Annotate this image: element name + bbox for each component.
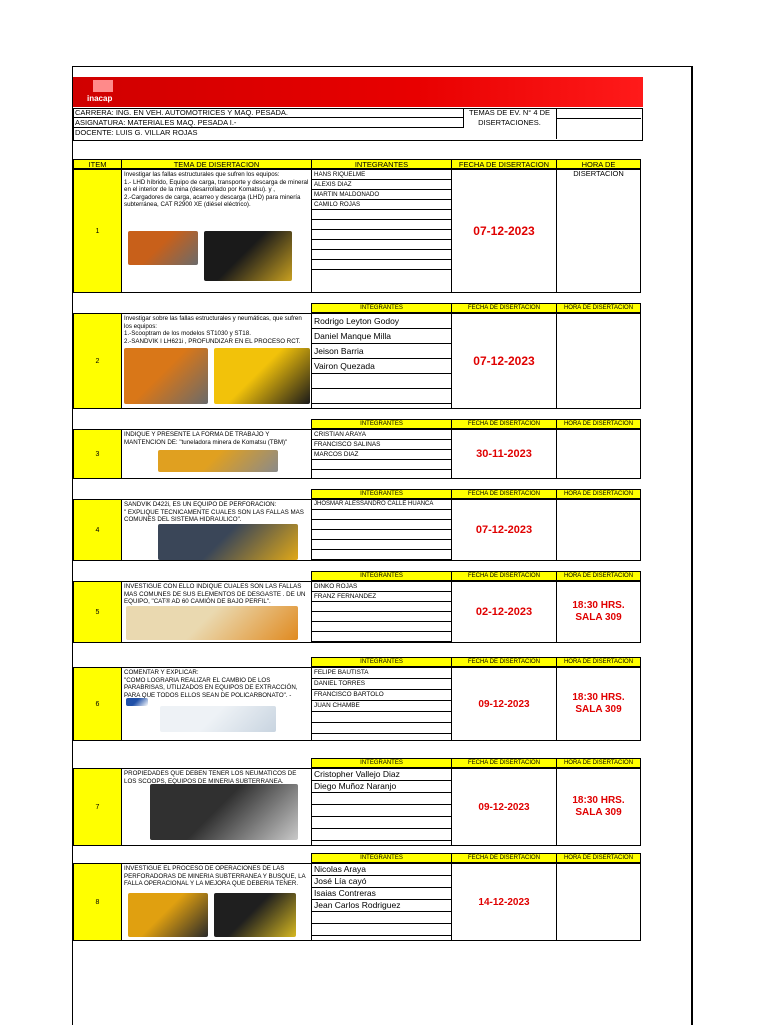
topic-line: INVESTIGUE CON ELLO INDIQUE CUALES SON LAS FALLAS MAS COMUNES DE SUS ELEMENTOS DE DESGASTE . DE UN EQUIPO, "CAT® AD 60 CAMIÓN DE BAJO PERFIL". [124, 583, 306, 605]
sub-header-fecha: FECHA DE DISERTACION [451, 571, 557, 581]
empty-member-row [312, 510, 451, 520]
empty-member-row [312, 912, 451, 924]
members-column [311, 429, 452, 479]
sub-header-integrantes: INTEGRANTES [311, 303, 452, 313]
sub-header-integrantes: INTEGRANTES [311, 419, 452, 429]
equipment-photo [124, 348, 208, 404]
topic-line: " EXPLIQUE TECNICAMENTE CUALES SON LAS FALLAS MAS COMUNES DEL SISTEMA HIDRAULICO". [124, 508, 304, 523]
presentation-hour [556, 667, 641, 741]
header-right-rowline [556, 118, 641, 119]
member-name: Cristopher Vallejo Diaz [312, 769, 451, 781]
sub-header-integrantes: INTEGRANTES [311, 657, 452, 667]
equipment-photo [158, 450, 278, 472]
sub-header-integrantes: INTEGRANTES [311, 489, 452, 499]
hour-text: 18:30 HRS. SALA 309 [572, 600, 625, 623]
members-column [311, 169, 452, 293]
member-name: Jean Carlos Rodriguez [312, 900, 451, 912]
topic-line: 1.- LHD híbrido, Equipo de carga, transporte y descarga de mineral en el interior de la mina (desarrollado por Komatsu). y , [124, 178, 309, 193]
topic-line: COMENTAR Y EXPLICAR: [124, 669, 199, 676]
empty-member-row [312, 602, 451, 612]
presentation-date: 09-12-2023 [451, 667, 557, 741]
member-name: FRANZ FERNANDEZ [312, 592, 451, 602]
member-name: FELIPE BAUTISTA [312, 668, 451, 679]
temas-label [463, 108, 556, 128]
members-column [311, 667, 452, 741]
empty-member-row [312, 817, 451, 829]
header-banner [73, 77, 643, 107]
member-name: MARCOS DIAZ [312, 450, 451, 460]
topic-line: SANDVIK D422i, ES UN EQUIPO DE PERFORACION: [124, 501, 277, 508]
empty-member-row [312, 829, 451, 841]
col-header-item: ITEM [73, 159, 122, 169]
empty-member-row [312, 250, 451, 260]
member-name: HANS RIQUELME [312, 170, 451, 180]
sub-header-fecha: FECHA DE DISERTACION [451, 758, 557, 768]
sub-header-hora: HORA DE DISERTACION [556, 419, 641, 429]
members-column [311, 768, 452, 846]
topic-line: Investigar sobre las fallas estructurales y neumáticas, que sufren los equipos: [124, 315, 302, 330]
temas-line-1: TEMAS DE EV. N° 4 DE [468, 108, 551, 117]
members-column [311, 313, 452, 409]
empty-member-row [312, 389, 451, 404]
item-number: 1 [73, 169, 122, 293]
empty-member-row [312, 712, 451, 723]
hour-text: 18:30 HRS. SALA 309 [572, 692, 625, 715]
presentation-date: 07-12-2023 [451, 169, 557, 293]
presentation-date: 07-12-2023 [451, 499, 557, 561]
member-name: ALEXIS DIAZ [312, 180, 451, 190]
presentation-hour [556, 768, 641, 846]
empty-member-row [312, 220, 451, 230]
equipment-photo [128, 231, 198, 265]
sub-header-hora: HORA DE DISERTACION [556, 853, 641, 863]
members-column [311, 863, 452, 941]
sub-header-fecha: FECHA DE DISERTACION [451, 303, 557, 313]
equipment-photo [160, 706, 276, 732]
topic-line: 2.-SANDVIK I LH621i , PROFUNDIZAR EN EL PROCESO RCT. [124, 337, 301, 345]
equipment-photo [214, 348, 310, 404]
empty-member-row [312, 530, 451, 540]
sub-header-hora: HORA DE DISERTACION [556, 571, 641, 581]
sub-header-hora: HORA DE DISERTACION [556, 489, 641, 499]
item-number: 6 [73, 667, 122, 741]
presentation-hour [556, 499, 641, 561]
member-name: Vairon Quezada [312, 359, 451, 374]
item-number: 8 [73, 863, 122, 941]
temas-line-2: DISERTACIONES. [478, 118, 541, 127]
item-number: 7 [73, 768, 122, 846]
member-name: Nicolas Araya [312, 864, 451, 876]
empty-member-row [312, 612, 451, 622]
hour-text: 18:30 HRS. SALA 309 [572, 795, 625, 818]
col-header-tema: TEMA DE DISERTACION [121, 159, 312, 169]
logo-text: inacap [87, 94, 113, 103]
empty-member-row [312, 210, 451, 220]
topic-line: INVESTIGUE EL PROCESO DE OPERACIONES DE LAS PERFORADORAS DE MINERIA SUBTERRANEA Y BUSQUE, LA FALLA OPERACIONAL Y LA MEJORA QUE DEBERIA TENER. [124, 865, 306, 887]
item-number: 3 [73, 429, 122, 479]
sub-header-hora: HORA DE DISERTACION [556, 657, 641, 667]
presentation-date: 30-11-2023 [451, 429, 557, 479]
presentation-hour [556, 863, 641, 941]
empty-member-row [312, 230, 451, 240]
presentation-hour [556, 169, 641, 293]
sub-header-fecha: FECHA DE DISERTACION [451, 419, 557, 429]
empty-member-row [312, 793, 451, 805]
sub-header-hora: HORA DE DISERTACION [556, 303, 641, 313]
member-name: CRISTIAN ARAYA [312, 430, 451, 440]
topic-line: Investigar las fallas estructurales que sufren los equipos: [124, 171, 280, 178]
empty-member-row [312, 550, 451, 560]
sub-header-fecha: FECHA DE DISERTACION [451, 853, 557, 863]
member-name: José Lía cayó [312, 876, 451, 888]
member-name: Isaias Contreras [312, 888, 451, 900]
member-name: FRANCISCO BARTOLO [312, 690, 451, 701]
empty-member-row [312, 924, 451, 936]
member-name: Rodrigo Leyton Godoy [312, 314, 451, 329]
carrera-label: CARRERA: ING. EN VEH. AUTOMOTRICES Y MAQ. PESADA. [73, 108, 463, 118]
member-name: Jeison Barria [312, 344, 451, 359]
sub-header-integrantes: INTEGRANTES [311, 571, 452, 581]
equipment-photo [204, 231, 292, 281]
topic-line: "COMO LOGRARIA REALIZAR EL CAMBIO DE LOS PARABRISAS, UTILIZADOS EN EQUIPOS DE EXTRACCIÓN, PARA QUE TODOS ELLOS SEAN DE POLICARBONATO". - [124, 676, 298, 699]
members-column [311, 581, 452, 643]
sub-header-fecha: FECHA DE DISERTACION [451, 489, 557, 499]
docente-label: DOCENTE: LUIS G. VILLAR ROJAS [75, 128, 198, 137]
member-name: JHOSMAR ALESSANDRO CALLE HUANCA [312, 500, 451, 510]
empty-member-row [312, 723, 451, 734]
topic-line: PROPIEDADES QUE DEBEN TENER LOS NEUMATICOS DE LOS SCOOPS, EQUIPOS DE MINERIA SUBTERRANEA. [124, 770, 297, 785]
member-name: DANIEL TORRES [312, 679, 451, 690]
topic-line: 2.-Cargadores de carga, acarreo y descarga (LHD) para minería subterránea, CAT R2900 XE (diésel eléctrico). [124, 193, 301, 208]
item-number: 2 [73, 313, 122, 409]
empty-member-row [312, 240, 451, 250]
presentation-date: 14-12-2023 [451, 863, 557, 941]
member-name: JUAN CHAMBE [312, 701, 451, 712]
member-name: MARTIN MALDONADO [312, 190, 451, 200]
col-header-fecha: FECHA DE DISERTACION [451, 159, 557, 169]
equipment-photo [158, 524, 298, 560]
item-number: 4 [73, 499, 122, 561]
empty-member-row [312, 374, 451, 389]
item-number: 5 [73, 581, 122, 643]
sub-header-hora: HORA DE DISERTACION [556, 758, 641, 768]
member-name: Daniel Manque Milla [312, 329, 451, 344]
presentation-hour [556, 429, 641, 479]
equipment-photo [128, 893, 208, 937]
sub-header-integrantes: INTEGRANTES [311, 758, 452, 768]
logo-mark [93, 80, 113, 92]
asignatura-label: ASIGNATURA: MATERIALES MAQ. PESADA I.- [73, 118, 463, 128]
equipment-photo [214, 893, 296, 937]
empty-member-row [312, 632, 451, 642]
equipment-photo [150, 784, 298, 840]
col-header-integrantes: INTEGRANTES [311, 159, 452, 169]
empty-member-row [312, 520, 451, 530]
members-column [311, 499, 452, 561]
empty-member-row [312, 460, 451, 470]
presentation-date: 09-12-2023 [451, 768, 557, 846]
equipment-photo [126, 698, 148, 706]
topic-line: 1.-Scooptram de los modelos ST1030 y ST18. [124, 330, 251, 337]
member-name: CAMILO ROJAS [312, 200, 451, 210]
topic-line: INDIQUE Y PRESENTE LA FORMA DE TRABAJO Y MANTENCION DE: "tuneladora minera de Komatsu (TBM)" [124, 431, 288, 446]
member-name: DINKO ROJAS [312, 582, 451, 592]
empty-member-row [312, 260, 451, 270]
empty-member-row [312, 805, 451, 817]
empty-member-row [312, 622, 451, 632]
presentation-date: 02-12-2023 [451, 581, 557, 643]
header-col-divider-2 [556, 108, 557, 139]
sub-header-integrantes: INTEGRANTES [311, 853, 452, 863]
sub-header-fecha: FECHA DE DISERTACION [451, 657, 557, 667]
equipment-photo [126, 606, 298, 640]
empty-member-row [312, 540, 451, 550]
col-header-hora: HORA DE DISERTACION [556, 159, 641, 169]
inacap-logo [87, 80, 121, 104]
member-name: FRANCISCO SALINAS [312, 440, 451, 450]
presentation-hour [556, 313, 641, 409]
presentation-date: 07-12-2023 [451, 313, 557, 409]
presentation-hour [556, 581, 641, 643]
member-name: Diego Muñoz Naranjo [312, 781, 451, 793]
